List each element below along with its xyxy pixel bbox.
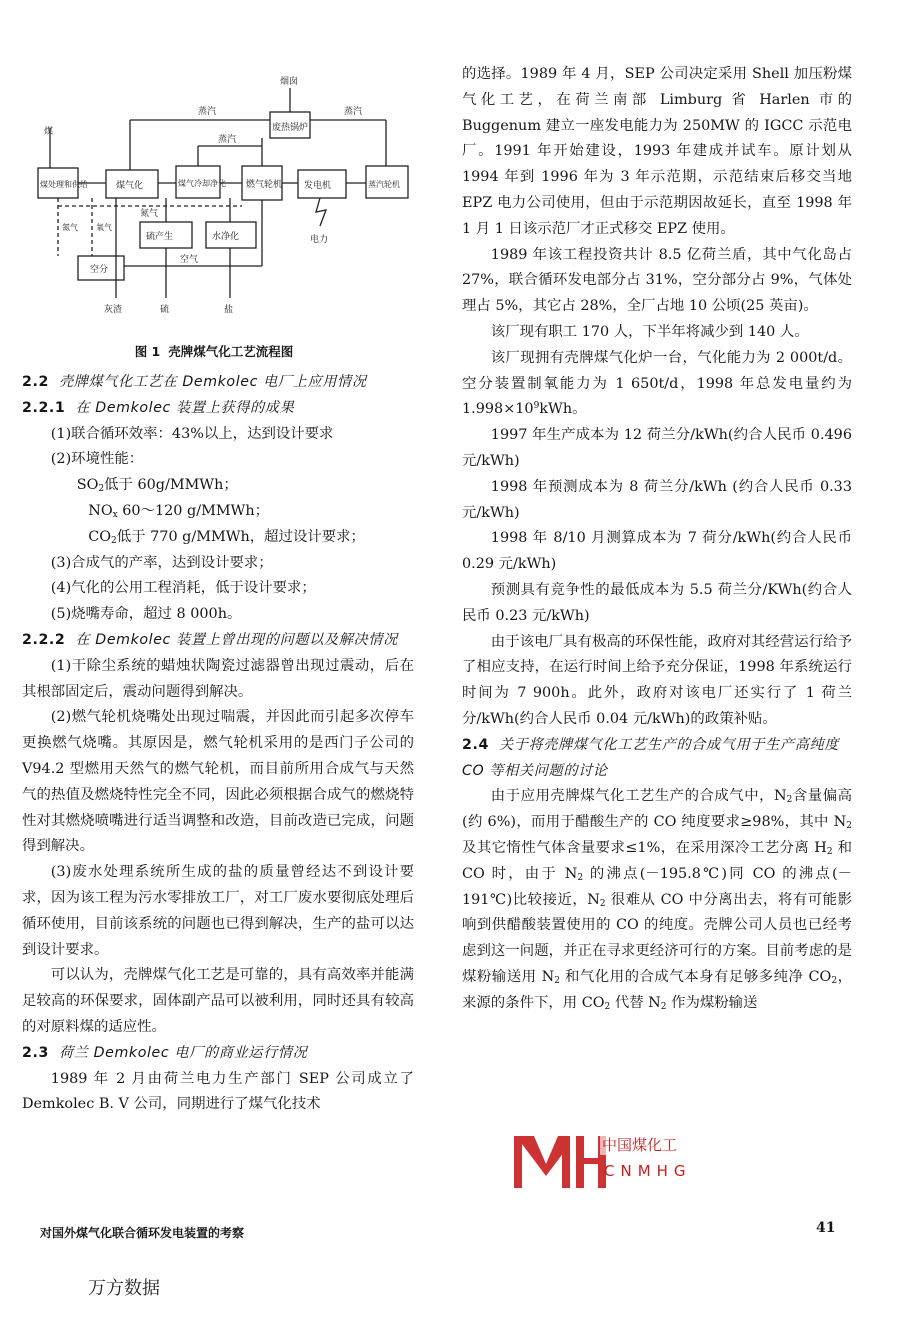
label-gas-cooling: 煤气冷却净化 bbox=[178, 179, 226, 188]
figure-caption bbox=[22, 342, 414, 360]
cost-1998-estimate: 1998 年 8/10 月测算成本为 7 荷分/kWh(约合人民币 0.29 元/kWh) bbox=[462, 530, 852, 573]
summary-paragraph: 可以认为，壳牌煤气化工艺是可靠的，具有高效率并能满足较高的环保要求，固体副产品可以被利用，同时还具有较高的对原料煤的适应性。 bbox=[22, 967, 414, 1035]
cost-1997: 1997 年生产成本为 12 荷兰分/kWh(约合人民币 0.496 元/kWh) bbox=[462, 427, 852, 469]
label-gasification: 煤气化 bbox=[116, 181, 144, 191]
label-steam-turbine: 蒸汽轮机 bbox=[368, 180, 400, 189]
right-paragraph-4: 该厂现拥有壳牌煤气化炉一台，气化能力为 2 000t/d。空分装置制氧能力为 1 650t/d，1998 年总发电量约为 $1.998\times 10^9kWh$。 bbox=[462, 349, 852, 418]
cost-1998-forecast: 1998 年预测成本为 8 荷兰分/kWh (约合人民币 0.33 元/kWh) bbox=[462, 478, 852, 521]
label-coal: 煤 bbox=[44, 127, 54, 137]
page-number: 41 bbox=[816, 1220, 836, 1236]
label-power: 电力 bbox=[310, 235, 329, 245]
right-paragraph-subsidy: 由于该电厂具有极高的环保性能，政府对其经营运行给予了相应支持，在运行时间上给予充分保证，1998 年系统运行时间为 7 900h。此外，政府对该电厂还实行了 1 荷兰分/kWh(约合人民币 0.04 元/kWh)的政策补贴。 bbox=[462, 633, 852, 727]
label-chimney: 烟囱 bbox=[280, 77, 299, 87]
source-mark: 万方数据 bbox=[88, 1278, 160, 1299]
figure-caption-number: 图 1 bbox=[134, 344, 161, 359]
process-flow-diagram bbox=[30, 70, 412, 320]
label-gas-turbine: 燃气轮机 bbox=[246, 180, 283, 190]
heading-2-3: 2.3 荷兰 Demkolec 电厂的商业运行情况 bbox=[22, 1044, 308, 1061]
left-column bbox=[22, 370, 414, 1118]
heading-2-2-2: 2.2.2 在 Demkolec 装置上曾出现的问题以及解决情况 bbox=[22, 631, 398, 648]
heading-2-4: 2.4 关于将壳牌煤气化工艺生产的合成气用于生产高纯度 CO 等相关问题的讨论 bbox=[462, 736, 840, 779]
watermark-text-cn: 中国煤化工 bbox=[602, 1136, 678, 1154]
label-waste-heat-boiler: 废热锅炉 bbox=[272, 123, 309, 133]
result-3: (3)合成气的产率，达到设计要求； bbox=[50, 554, 273, 571]
label-coal-handling: 煤处理和供给 bbox=[40, 180, 88, 189]
label-steam-top-right: 蒸汽 bbox=[344, 107, 363, 117]
right-column bbox=[462, 62, 852, 1016]
label-nitrogen-1: 氮气 bbox=[62, 223, 78, 232]
label-sulfur-production: 硫产生 bbox=[146, 232, 174, 242]
result-co2: $CO_2$低于 770 g/MMWh，超过设计要求； bbox=[88, 528, 365, 546]
right-paragraph-3: 该厂现有职工 170 人，下半年将减少到 140 人。 bbox=[490, 323, 809, 340]
label-air-separation: 空分 bbox=[90, 265, 109, 275]
label-steam-top-left: 蒸汽 bbox=[198, 107, 217, 117]
label-nitrogen-2: 氮气 bbox=[140, 209, 159, 219]
result-4: (4)气化的公用工程消耗，低于设计要求； bbox=[50, 580, 316, 597]
label-salt: 盐 bbox=[224, 305, 234, 315]
heading-2-2: 2.2 壳牌煤气化工艺在 Demkolec 电厂上应用情况 bbox=[22, 374, 367, 390]
right-paragraph-1: 的选择。1989 年 4 月，SEP 公司决定采用 Shell 加压粉煤气化工艺，在荷兰南部 Limburg 省 Harlen 市的 Buggenum 建立一座发电能力为 250MW 的 IGCC 示范电厂。1991 年开始建设，1993 年建成并试车。原计划从 1994 年到 1996 年为 3 年示范期，示范结束后移交当地 EPZ 电力公司使用，但由于示范期因故延长，直至 1998 年 1 月 1 日该示范厂才正式移交 EPZ 使用。 bbox=[462, 66, 852, 237]
label-steam-mid: 蒸汽 bbox=[218, 135, 237, 145]
result-5: (5)烧嘴寿命，超过 8 000h。 bbox=[50, 606, 242, 623]
label-water-purification: 水净化 bbox=[212, 232, 240, 242]
right-paragraph-2: 1989 年该工程投资共计 8.5 亿荷兰盾，其中气化岛占 27%，联合循环发电部分占 31%，空分部分占 9%，气体处理占 5%，其它占 28%，全厂占地 10 公顷(25 英亩)。 bbox=[462, 246, 852, 315]
figure-caption-text: 壳牌煤气化工艺流程图 bbox=[168, 344, 294, 359]
right-paragraph-2-4: 由于应用壳牌煤气化工艺生产的合成气中，$N_2$含量偏高(约 6%)，而用于醋酸生产的 CO 纯度要求≥98%，其中 $N_2$ 及其它惰性气体含量要求≤1%，在采用深冷工艺分离 $H_2$ 和 CO 时，由于 $N_2$ 的沸点(－195.8℃)同 CO 的沸点(－191℃)比较接近，$N_2$ 很难从 CO 中分离出去，将有可能影响到供醋酸装置使用的 CO 的纯度。壳牌公司人员也已经考虑到这一问题，并正在寻求更经济可行的方案。目前考虑的是煤粉输送用 $N_2$ 和气化用的合成气本身有足够多纯净 $CO_2$，来源的条件下，用 $CO_2$ 代替 $N_2$ 作为煤粉输送 bbox=[462, 788, 853, 1012]
result-so2: $SO_2$低于 60g/MMWh； bbox=[76, 477, 238, 495]
problem-2: (2)燃气轮机烧嘴处出现过喘震，并因此而引起多次停车更换燃气烧嘴。其原因是，燃气轮机采用的是西门子公司的 V94.2 型燃用天然气的燃气轮机，而目前所用合成气与天然气的热值及燃烧特性完全不同，因此必须根据合成气的燃烧特性对其燃烧喷嘴进行适当调整和改造，目前改造已完成，问题得到解决。 bbox=[22, 709, 414, 855]
cost-lowest: 预测具有竞争性的最低成本为 5.5 荷兰分/KWh(约合人民币 0.23 元/kWh) bbox=[462, 581, 852, 624]
problem-1: (1)干除尘系统的蜡烛状陶瓷过滤器曾出现过震动，后在其根部固定后，震动问题得到解决。 bbox=[22, 657, 414, 700]
problem-3: (3)废水处理系统所生成的盐的质量曾经达不到设计要求，因为该工程为污水零排放工厂，对工厂废水要彻底处理后循环使用，目前该系统的问题也已得到解决，生产的盐可以达到设计要求。 bbox=[22, 864, 414, 958]
label-oxygen: 氧气 bbox=[96, 223, 112, 232]
result-1: (1)联合循环效率：43%以上，达到设计要求 bbox=[50, 425, 334, 442]
label-sulfur: 硫 bbox=[160, 305, 170, 315]
label-air: 空气 bbox=[180, 255, 199, 265]
watermark-text-en: CNMHG bbox=[604, 1162, 692, 1180]
paragraph-2-3: 1989 年 2 月由荷兰电力生产部门 SEP 公司成立了 Demkolec B. V 公司，同期进行了煤气化技术 bbox=[22, 1070, 414, 1113]
heading-2-2-1: 2.2.1 在 Demkolec 装置上获得的成果 bbox=[22, 399, 295, 416]
result-2: (2)环境性能： bbox=[50, 451, 144, 468]
footer-article-title: 对国外煤气化联合循环发电装置的考察 bbox=[40, 1226, 245, 1240]
result-nox: $NO_x$ 60～120 g/MMWh； bbox=[88, 502, 270, 520]
label-generator: 发电机 bbox=[304, 181, 332, 191]
label-slag: 灰渣 bbox=[104, 305, 123, 315]
